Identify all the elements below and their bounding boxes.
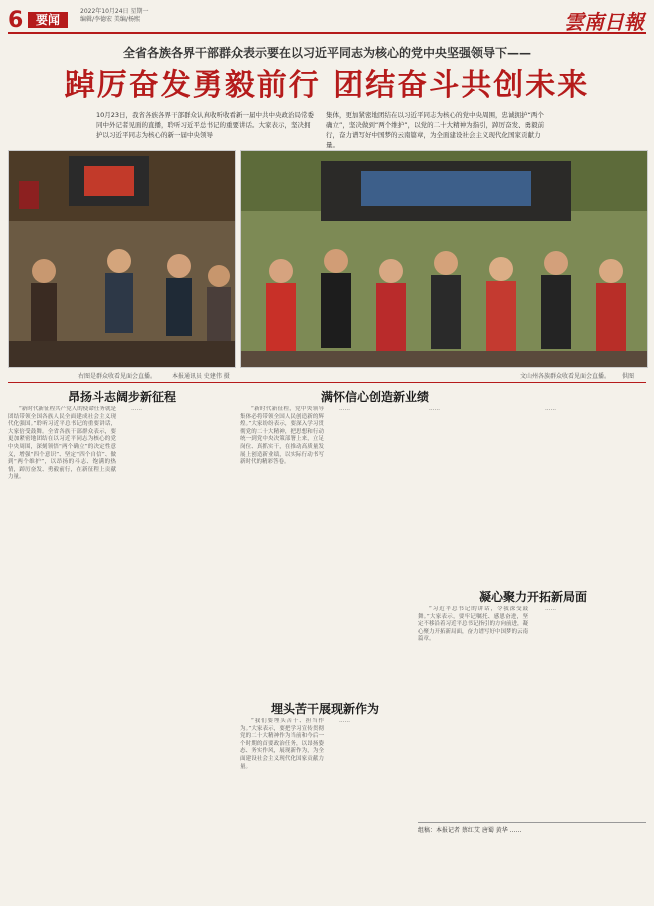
- lead-left: 10月23日，我省各族各界干部群众认真收听收看新一届中共中央政治局常委同中外记者见面的直播，聆听习近平总书记的重要讲话。大家表示，坚决拥护以习近平同志为核心的新一届中央领导: [96, 111, 315, 139]
- article-4-body: [240, 718, 324, 900]
- masthead-logo: 雲南日報: [564, 10, 644, 34]
- lead-right: 集体，更加紧密地团结在以习近平同志为核心的党中央周围，忠诚拥护“两个确立”，坚决做到“两个维护”，以党的二十大精神为指引，踔厉奋发、勇毅前行，奋力谱写好中国梦的云南篇章，为全面建设社会主义现代化国家贡献力量。: [326, 111, 545, 149]
- article-4-text-cont: ……: [339, 718, 350, 724]
- date-line: 2022年10月24日 星期一: [80, 8, 149, 15]
- credits-text: 组稿：本报记者 蔡红艾 唐蜀 黄华 ……: [418, 827, 522, 834]
- section-label: 要闻: [28, 12, 68, 28]
- credits-box: [418, 822, 646, 900]
- article-2-text-cont: ……: [339, 406, 350, 412]
- photo-left-image: [9, 151, 236, 368]
- photo-right-caption: [520, 371, 634, 380]
- article-3-title: 凝心聚力开拓新局面: [478, 590, 587, 604]
- article-4-title: 埋头苦干展现新作为: [270, 702, 379, 716]
- headline: 踔厉奋发勇毅前行 团结奋斗共创未来: [64, 68, 590, 103]
- article-3-body-col2: [534, 606, 646, 816]
- photo-right: [240, 150, 648, 368]
- article-2-body-col2: [328, 406, 412, 688]
- article-2-title: 满怀信心创造新业绩: [320, 390, 429, 404]
- article-2-text: “新时代新征程，党中央领导集体必将带领全国人民创造新的辉煌。”大家纷纷表示，要深入学习贯彻党的二十大精神，把思想和行动统一到党中央决策部署上来，立足岗位、真抓实干，在推动高质量发展上创造新业绩，以实际行动书写新时代的精彩答卷。: [240, 406, 324, 466]
- photo-left-caption: [78, 371, 230, 380]
- article-3-text: “习近平总书记的讲话，令我深受鼓舞。”大家表示，要牢记嘱托、感恩奋进，坚定不移沿着习近平总书记指引的方向前进，凝心聚力开拓新局面，奋力谱写好中国梦的云南篇章。: [418, 606, 528, 643]
- photo-left-credit: 本报通讯员 史建伟 摄: [171, 373, 230, 380]
- article-2-text-cont2: ……: [429, 406, 440, 412]
- editor-line: 编辑/李德宏 美编/杨熙: [80, 16, 140, 23]
- article-3-text-cont: ……: [545, 606, 556, 612]
- article-4-text: “我们要埋头苦干、担当作为。”大家表示，要把学习宣传贯彻党的二十大精神作为当前和今后一个时期的首要政治任务，以昂扬姿态、务实作风，展现新作为，为全面建设社会主义现代化国家贡献力量。: [240, 718, 324, 770]
- article-2-body: [240, 406, 324, 688]
- article-4-body-col2: [328, 718, 412, 900]
- article-1-body-col2: [120, 406, 232, 900]
- article-1-body: [8, 406, 116, 900]
- article-1-text-cont: ……: [131, 406, 142, 412]
- photo-left-caption-text: 右图是群众收看见面会直播。: [78, 373, 157, 380]
- divider: [8, 382, 646, 383]
- subtitle: 全省各族各界干部群众表示要在以习近平同志为核心的党中央坚强领导下——: [122, 46, 531, 60]
- lead-paragraph: [96, 110, 556, 150]
- article-1-text: “新时代新征程共产党人的使命任务就是团结带领全国各族人民全面建成社会主义现代化强国。”聆听习近平总书记的重要讲话，大家倍受鼓舞。全省各族干部群众表示，要更加紧密地团结在以习近平同志为核心的党中央周围，深刻领悟“两个确立”的决定性意义，增强“四个意识”、坚定“四个自信”、做到“两个维护”，以昂扬的斗志、饱满的热情，踔厉奋发、勇毅前行，在新征程上贡献力量。: [8, 406, 116, 481]
- page-number: 6: [8, 8, 24, 33]
- photo-right-credit: 供图: [621, 373, 634, 380]
- article-3-body: [418, 606, 528, 816]
- photo-left: [8, 150, 236, 368]
- article-2-text-cont3: ……: [545, 406, 556, 412]
- page-header: [8, 6, 646, 34]
- article-2-body-col4: [534, 406, 646, 582]
- article-2-body-col3: [418, 406, 530, 582]
- photo-right-caption-text: 文山州各族群众收看见面会直播。: [520, 373, 611, 380]
- article-1-title: 昂扬斗志阔步新征程: [67, 390, 176, 404]
- issue-meta: [80, 8, 148, 24]
- photo-right-image: [241, 151, 648, 368]
